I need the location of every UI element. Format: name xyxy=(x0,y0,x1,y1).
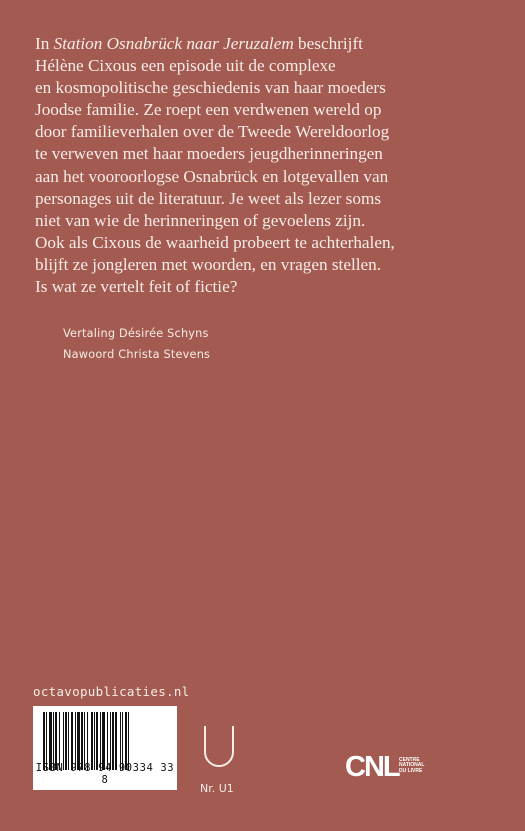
isbn-number: ISBN 978 94 90334 33 8 xyxy=(35,762,175,786)
blurb-line: door familieverhalen over de Tweede Wereldoorlog xyxy=(35,122,390,142)
blurb-line: Is wat ze vertelt feit of fictie? xyxy=(35,277,238,297)
translator-credit: Vertaling Désirée Schyns xyxy=(63,327,209,340)
publisher-website: octavopublicaties.nl xyxy=(33,684,190,699)
blurb-line: Hélène Cixous een episode uit de complexe xyxy=(35,56,336,76)
blurb-line: aan het vooroorlogse Osnabrück en lotgevallen van xyxy=(35,166,389,186)
afterword-credit: Nawoord Christa Stevens xyxy=(63,348,211,361)
series-u-icon xyxy=(202,726,236,768)
credits xyxy=(63,323,210,365)
cnl-logo-letters: CNL xyxy=(345,751,399,783)
cnl-tagline xyxy=(399,758,424,774)
blurb-line: te verweven met haar moeders jeugdherinneringen xyxy=(35,144,383,164)
cnl-logo xyxy=(345,752,435,788)
cnl-tagline-line: DU LIVRE xyxy=(399,767,423,774)
blurb-line xyxy=(35,33,505,55)
cnl-tagline-line: CENTRE xyxy=(399,757,420,763)
blurb-line: Ook als Cixous de waarheid probeert te achterhalen, xyxy=(35,232,395,252)
blurb-suffix: beschrijft xyxy=(293,34,363,53)
series-logo xyxy=(202,726,236,773)
blurb-line: niet van wie de herinneringen of gevoelens zijn. xyxy=(35,210,366,230)
book-title: Station Osnabrück naar Jeruzalem xyxy=(53,34,294,53)
blurb-prefix: In xyxy=(35,34,54,53)
blurb-line: personages uit de literatuur. Je weet als lezer soms xyxy=(35,188,382,208)
blurb-line: en kosmopolitische geschiedenis van haar moeders xyxy=(35,78,386,98)
series-number: Nr. U1 xyxy=(200,782,234,795)
back-cover-blurb xyxy=(35,33,505,298)
isbn-barcode xyxy=(33,706,177,790)
cnl-tagline-line: NATIONAL xyxy=(399,762,425,769)
blurb-line: blijft ze jongleren met woorden, en vragen stellen. xyxy=(35,254,382,274)
blurb-line: Joodse familie. Ze roept een verdwenen wereld op xyxy=(35,100,382,120)
